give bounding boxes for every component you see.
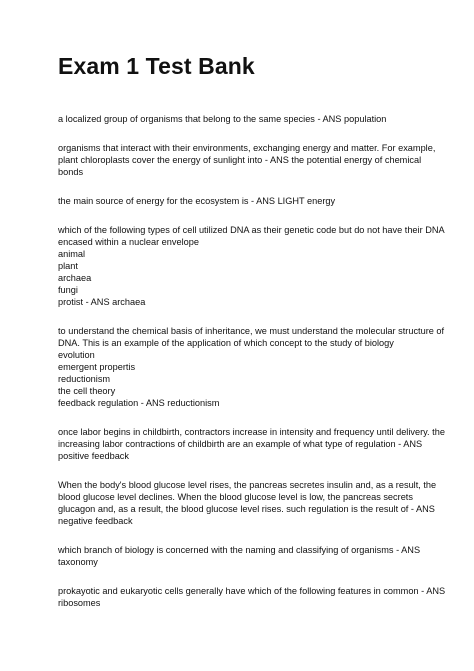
question-line: archaea <box>58 273 92 283</box>
question-line: evolution <box>58 350 95 360</box>
question-line: positive feedback <box>58 451 129 461</box>
question-line: to understand the chemical basis of inheritance, we must understand the molecular structure of <box>58 326 445 336</box>
question-line: organisms that interact with their environments, exchanging energy and matter. For example, <box>58 143 436 153</box>
question-line: bonds <box>58 167 84 177</box>
question-line: protist - ANS archaea <box>58 297 146 307</box>
question-line: reductionism <box>58 374 111 384</box>
question-line: plant chloroplasts cover the energy of sunlight into - ANS the potential energy of chemical <box>58 155 422 165</box>
question-item <box>58 544 438 568</box>
question-line: animal <box>58 249 86 259</box>
question-line: which branch of biology is concerned with the naming and classifying of organisms - ANS <box>58 545 421 555</box>
question-line: fungi <box>58 285 78 295</box>
question-line: plant <box>58 261 78 271</box>
page-title: Exam 1 Test Bank <box>58 53 255 79</box>
question-line: increasing labor contractions of childbirth are an example of what type of regulation - ANS <box>58 439 423 449</box>
question-line: prokayotic and eukaryotic cells generally have which of the following features in common - ANS <box>58 586 446 596</box>
question-line: ribosomes <box>58 598 101 608</box>
question-line: which of the following types of cell utilized DNA as their genetic code but do not have their DNA <box>58 225 445 235</box>
question-item <box>58 224 445 308</box>
question-item <box>58 113 438 125</box>
question-line: a localized group of organisms that belong to the same species - ANS population <box>58 114 387 124</box>
question-line: DNA. This is an example of the application of which concept to the study of biology <box>58 338 394 348</box>
question-item <box>58 195 438 207</box>
question-line: negative feedback <box>58 516 133 526</box>
question-line: taxonomy <box>58 557 98 567</box>
question-line: the main source of energy for the ecosystem is - ANS LIGHT energy <box>58 196 336 206</box>
question-line: blood glucose level declines. When the blood glucose level is low, the pancreas secrets <box>58 492 413 502</box>
question-line: the cell theory <box>58 386 116 396</box>
question-line: emergent propertis <box>58 362 136 372</box>
question-item <box>58 142 438 178</box>
question-line: encased within a nuclear envelope <box>58 237 199 247</box>
question-item <box>58 426 445 462</box>
question-line: glucagon and, as a result, the blood glucose level rises. such regulation is the result of - ANS <box>58 504 435 514</box>
question-line: When the body's blood glucose level rises, the pancreas secretes insulin and, as a result, the <box>58 480 437 490</box>
question-item <box>58 585 446 609</box>
question-list <box>58 113 446 609</box>
question-line: once labor begins in childbirth, contractors increase in intensity and frequency until delivery. the <box>58 427 445 437</box>
question-item <box>58 479 438 527</box>
question-item <box>58 325 445 409</box>
question-line: feedback regulation - ANS reductionism <box>58 398 220 408</box>
